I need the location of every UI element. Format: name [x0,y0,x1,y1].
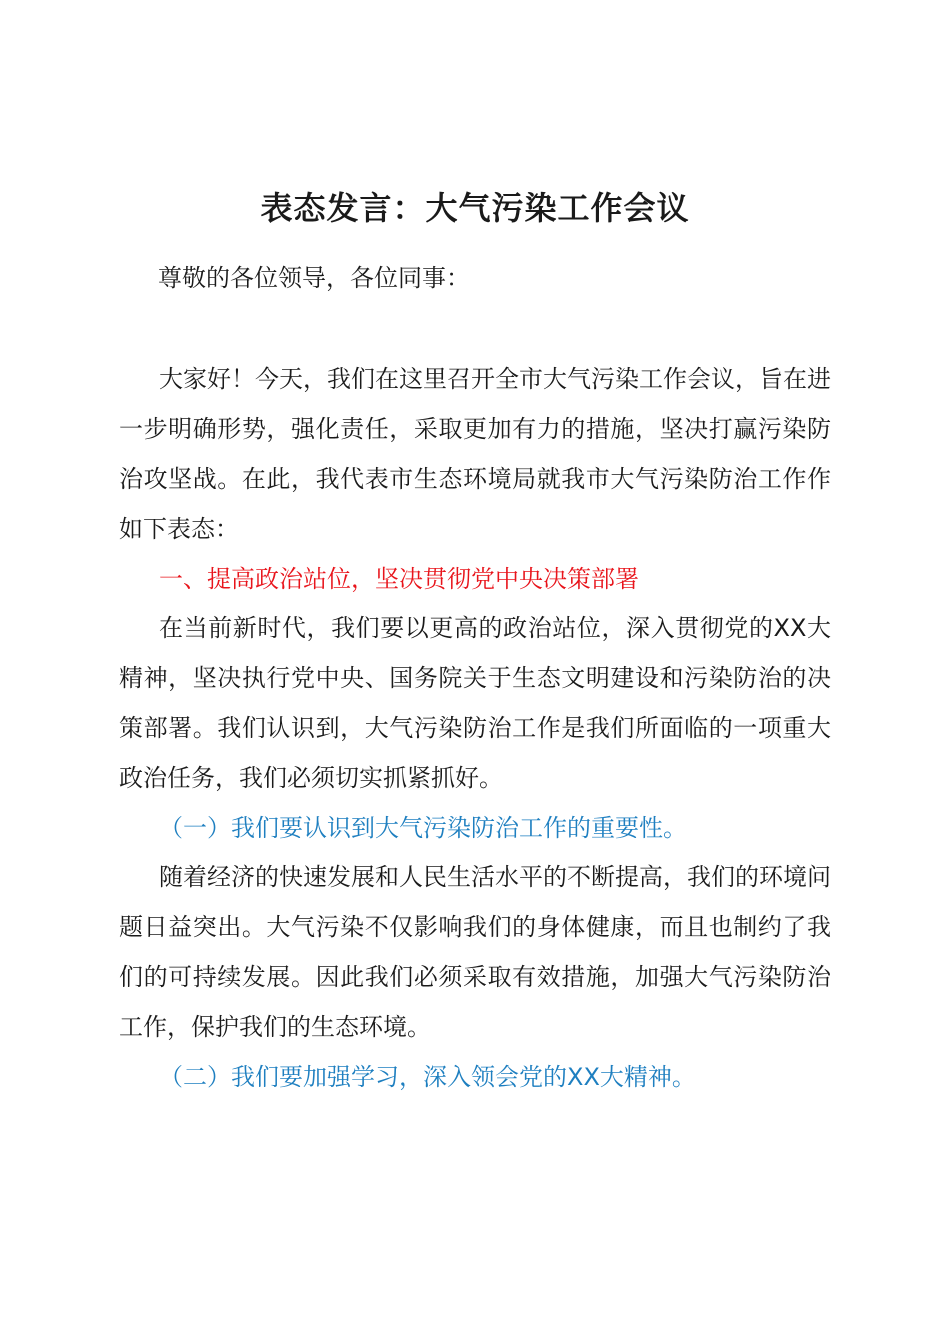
greeting-line: 尊敬的各位领导，各位同事： [158,264,470,292]
section-1-body: 在当前新时代，我们要以更高的政治站位，深入贯彻党的XX大精神，坚决执行党中央、国务院关于生态文明建设和污染防治的决策部署。我们认识到，大气污染防治工作是我们所面临的一项重大政治任务，我们必须切实抓紧抓好。 [119,614,831,792]
subsection-1-heading: （一）我们要认识到大气污染防治工作的重要性。 [159,814,687,842]
document-title: 表态发言：大气污染工作会议 [260,189,690,227]
subsection-1-body: 随着经济的快速发展和人民生活水平的不断提高，我们的环境问题日益突出。大气污染不仅影响我们的身体健康，而且也制约了我们的可持续发展。因此我们必须采取有效措施，加强大气污染防治工作，保护我们的生态环境。 [119,863,831,1041]
intro-paragraph: 大家好！今天，我们在这里召开全市大气污染工作会议，旨在进一步明确形势，强化责任，采取更加有力的措施，坚决打赢污染防治攻坚战。在此，我代表市生态环境局就我市大气污染防治工作作如下表态： [119,365,831,543]
section-1-heading: 一、提高政治站位，坚决贯彻党中央决策部署 [159,565,639,593]
subsection-2-heading: （二）我们要加强学习，深入领会党的XX大精神。 [159,1063,696,1091]
